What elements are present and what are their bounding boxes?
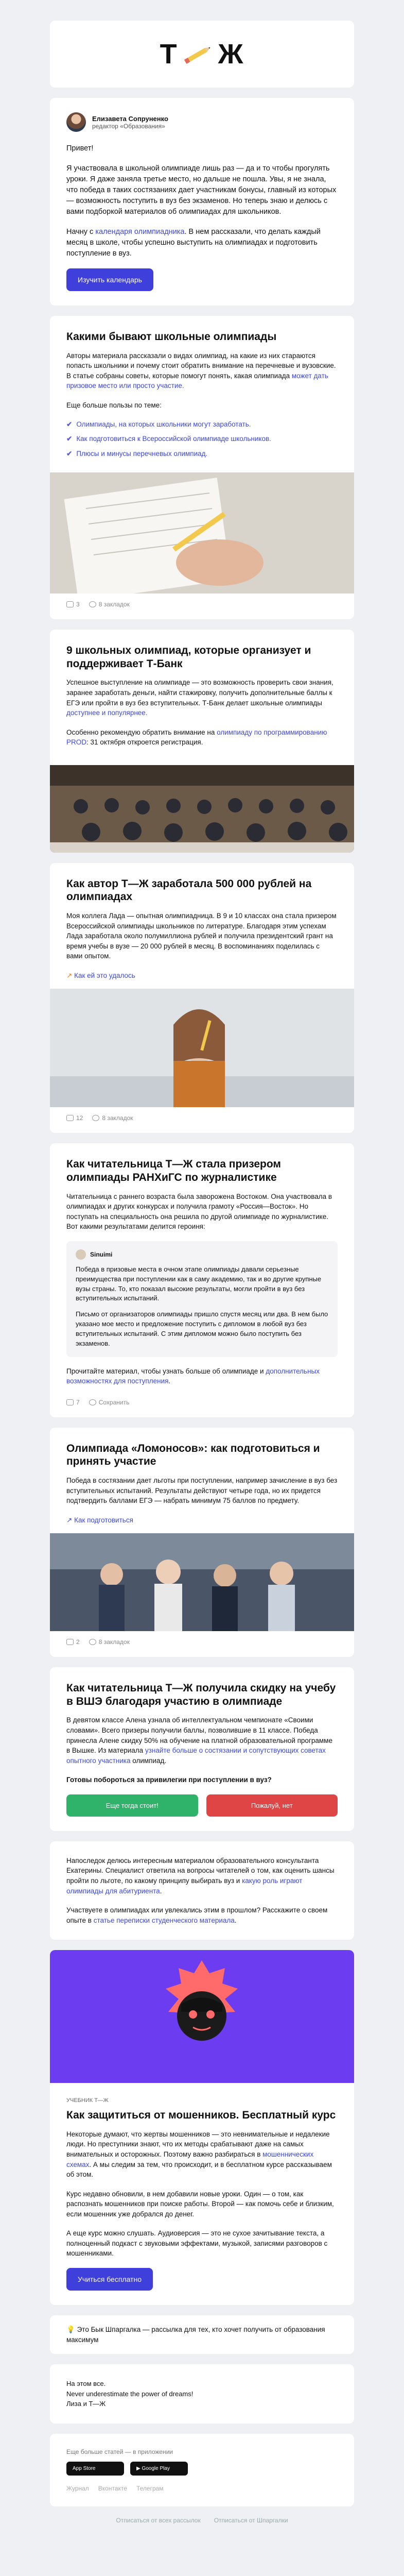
consultant-link[interactable]: какую роль играют олимпиады для абитуриента — [66, 1876, 303, 1895]
comments-count[interactable]: 12 — [66, 1114, 83, 1122]
article-link[interactable]: Как подготовиться — [74, 1516, 133, 1524]
course-paragraph: Курс недавно обновили, в нем добавили новые уроки. Один — о том, как распознать мошенников при поиске работы. Второй — как помочь себе и близким, если мошенник уже добрался до денег. — [66, 2190, 334, 2218]
app-promo: Еще больше статей — в приложении — [66, 2448, 173, 2455]
author-role: редактор «Образования» — [92, 122, 165, 130]
course-paragraph: А еще курс можно слушать. Аудиоверсия — это не сухое зачитывание текста, а полноценный подкаст с звуковыми эффектами, музыкой, записями разговоров с мошенниками. — [66, 2229, 328, 2258]
article-card-hse-discount — [50, 1667, 354, 1831]
article-card-tbank-olympiads — [50, 630, 354, 853]
bookmark-icon — [89, 601, 96, 607]
info-icon: 💡 — [66, 2326, 75, 2333]
article-title[interactable]: Какими бывают школьные олимпиады — [66, 331, 277, 343]
logo-card — [50, 21, 354, 88]
tj-logo[interactable] — [160, 38, 244, 70]
bookmark-icon — [89, 1399, 96, 1405]
author-block — [66, 112, 338, 132]
list-item[interactable]: ✔ Олимпиады, на которых школьники могут заработать. — [66, 420, 338, 430]
course-title[interactable]: Как защититься от мошенников. Бесплатный курс — [66, 2109, 336, 2122]
article-title[interactable]: Как читательница Т—Ж получила скидку на учебу в ВШЭ благодаря участию в олимпиаде — [66, 1682, 336, 1707]
logo-letter-t: Т — [160, 39, 178, 70]
intro-paragraph: Я участвовала в школьной олимпиаде лишь раз — да и то чтобы прогулять уроки. Я даже заняла третье место, но дальше не пошла. Увы, я не знала, что победа в таких состязаниях дает участникам бонусы, главный из которых — возможность поступить в вуз без экзаменов. Но теперь знаю и делюсь с вами подборкой материалов об олимпиадах для школьников. — [66, 164, 337, 216]
bookmarks[interactable]: 8 закладок — [92, 1114, 133, 1122]
article-link-row — [66, 971, 338, 981]
article-body: Читательница с раннего возраста была заворожена Востоком. Она участвовала в олимпиадах и других конкурсах и получила грамоту «Россия—Восток». Но поступать на специальность она решила по другой олимпиаде по журналистике. Вот какими результатами делится героиня: — [66, 1192, 332, 1231]
article-link-row — [66, 1515, 338, 1526]
course-tag: УЧЕБНИК Т—Ж — [66, 2097, 109, 2104]
article-body: Успешное выступление на олимпиаде — это возможность проверить свои знания, заранее заработать деньги, найти стажировку, получить дополнительные баллы к ЕГЭ или пройти в вуз без вступительных. Т-Банк делает школьные олимпиады доступнее и популярнее. — [66, 679, 333, 717]
check-icon: ✔ — [66, 435, 73, 443]
article-link[interactable]: может дать призовое место или просто участие. — [66, 371, 328, 390]
article-body: Победа в состязании дает льготы при поступлении, например зачисление в вуз без вступительных испытаний. Результаты действуют четыре года, но их придется подтвердить баллами ЕГЭ — набрать минимум 75 баллов по предмету. — [66, 1476, 338, 1505]
prod-olympiad-link[interactable]: олимпиаду по программированию PROD — [66, 728, 327, 747]
comment-icon — [66, 1639, 74, 1645]
article-card-lomonosov — [50, 1428, 354, 1657]
newsletter-about-card — [50, 2315, 354, 2354]
closing-paragraph: Участвуете в олимпиадах или увлекались этим в прошлом? Расскажите о своем опыте в статье переписки студенческого материала. — [66, 1906, 328, 1924]
course-card — [50, 1950, 354, 2305]
fraud-schemes-link[interactable]: мошеннических схемах — [66, 2150, 314, 2168]
comments-count[interactable]: 7 — [66, 1399, 80, 1406]
closing-notes-card — [50, 1841, 354, 1940]
quote-author: Sinuimi — [76, 1249, 328, 1260]
article-meta — [50, 1399, 354, 1417]
closing-paragraph: Напоследок делюсь интересным материалом образовательного консультанта Екатерины. Специалист ответила на вопросы читателей о том, как оценить шансы пройти по льготе, по какому принципу выбирать вуз и какую роль играют олимпиады для абитуриента. — [66, 1856, 335, 1895]
check-icon: ✔ — [66, 420, 73, 428]
article-body: Авторы материала рассказали о видах олимпиад, на какие из них стараются попасть школьники и почему стоит обратить внимание на перечневые и вузовские. В статье собраны советы, которые помогут понять, какая олимпиада может дать призовое место или просто участие. — [66, 351, 336, 390]
exam-writing-image[interactable] — [50, 472, 354, 594]
article-card-earned-500k — [50, 863, 354, 1133]
article-outro: Прочитайте материал, чтобы узнать больше об олимпиаде и дополнительных возможностях для поступления. — [66, 1367, 320, 1385]
comment-icon — [66, 601, 74, 607]
footer-card — [50, 2434, 354, 2506]
arrow-icon: ↗ — [66, 971, 73, 979]
article-card-ranepa — [50, 1143, 354, 1417]
article-link[interactable]: доступнее и популярнее. — [66, 709, 148, 717]
article-body: В девятом классе Алена узнала об интеллектуальном чемпионате «Своими словами». Всего призеры получили баллы, позволившие в 11 классе. Победа принесла Алене скидку 50% на обучение на платной образовательной программе в Вышке. Из материала узнайте больше о состязании и сопутствующих советах опытного участника олимпиад. — [66, 1716, 332, 1765]
article-body: Моя коллега Лада — опытная олимпиадница. В 9 и 10 классах она стала призером Всероссийской олимпиады школьников по литературе. Благодаря этим успехам Лада заработала около полумиллиона рублей и получила президентский грант на время учебы в вузе — 20 000 рублей в месяц. В воспоминаниях поделилась с вами опытом. — [66, 912, 337, 960]
social-telegram[interactable]: Телеграм — [136, 2484, 164, 2492]
comment-icon — [66, 1115, 74, 1121]
unsubscribe-all-link[interactable]: Отписаться от всех рассылок — [116, 2516, 201, 2524]
list-item[interactable]: ✔ Плюсы и минусы перечневых олимпиад. — [66, 449, 338, 459]
avatar — [76, 1249, 86, 1260]
intro-card — [50, 98, 354, 306]
article-title[interactable]: Как автор Т—Ж заработала 500 000 рублей на олимпиадах — [66, 877, 312, 903]
signoff-card — [50, 2364, 354, 2424]
article-title[interactable]: Олимпиада «Ломоносов»: как подготовиться и принять участие — [66, 1442, 320, 1468]
article-meta — [50, 1107, 354, 1133]
arrow-icon: ↗ — [66, 1516, 73, 1524]
list-item[interactable]: ✔ Как подготовиться к Всероссийской олимпиаде школьников. — [66, 434, 338, 444]
more-heading: Еще больше пользы по теме: — [66, 401, 162, 409]
author-name: Елизавета Сопруненко — [92, 114, 168, 123]
comment-icon — [66, 1399, 74, 1405]
newsletter-about: 💡 Это Бык Шпаргалка — рассылка для тех, кто хочет получить от образования максимум — [66, 2326, 325, 2344]
article-meta — [50, 1631, 354, 1657]
comments-count[interactable]: 2 — [66, 1638, 80, 1646]
signoff: Ha этом все. Never underestimate the power of dreams! Лиза и Т—Ж — [66, 2380, 194, 2408]
students-image[interactable] — [50, 1533, 354, 1631]
greeting: Привет! — [66, 144, 94, 152]
bookmark-icon — [92, 1115, 99, 1121]
poll-question: Готовы побороться за привилегии при поступлении в вуз? — [66, 1776, 272, 1784]
study-calendar-button[interactable]: Изучить календарь — [66, 268, 153, 291]
calendar-link[interactable]: календаря олимпиадника — [95, 228, 185, 236]
social-links — [66, 2485, 338, 2492]
social-journal[interactable]: Журнал — [66, 2484, 89, 2492]
store-badges — [66, 2462, 338, 2476]
unsubscribe-links — [50, 2517, 354, 2524]
article-link[interactable]: дополнительных возможностях для поступления — [66, 1367, 320, 1385]
article-card-olympiad-types — [50, 316, 354, 619]
article-note: Особенно рекомендую обратить внимание на олимпиаду по программированию PROD: 31 октября откроется регистрация. — [66, 728, 327, 747]
girl-with-pencil-image[interactable] — [50, 989, 354, 1107]
googleplay-button[interactable]: ▶ Google Play — [130, 2462, 188, 2476]
fraud-course-illustration[interactable] — [50, 1950, 354, 2083]
article-title[interactable]: Как читательница Т—Ж стала призером олимпиады РАНХиГС по журналистике — [66, 1158, 281, 1184]
intro-paragraph-2: Начну с календаря олимпиадника. В нем рассказали, что делать каждый месяц в школе, чтобы успешно выступить на олимпиадах и подготовить поступление в вуз. — [66, 228, 321, 258]
poll-no-button[interactable]: Пожалуй, нет — [206, 1794, 338, 1817]
appstore-button[interactable]: App Store — [66, 2462, 124, 2476]
pen-icon — [181, 44, 215, 64]
avatar — [66, 112, 86, 132]
course-paragraph: Некоторые думают, что жертвы мошенников — это невнимательные и недалекие люди. Но преступники знают, что их методы срабатывают даже на самых внимательных и осторожных. Поэтому важно разбираться в мошеннических схемах. А мы следим за тем, что происходит, и в бесплатном курсе рассказываем об этом. — [66, 2130, 332, 2179]
quote-paragraph: Письмо от организаторов олимпиады пришло спустя месяц или два. В нем было указано мое место и предложение поступить с дипломом в любой вуз без вступительных испытаний. С этим дипломом можно было поступить без экзаменов. — [76, 1310, 328, 1347]
check-icon: ✔ — [66, 450, 73, 458]
unsubscribe-newsletter-link[interactable]: Отписаться от Шпаргалки — [214, 2516, 288, 2524]
save-bookmark[interactable]: Сохранить — [89, 1399, 130, 1406]
article-meta — [50, 594, 354, 619]
bookmarks[interactable]: 8 закладок — [89, 601, 130, 608]
reader-quote — [66, 1241, 338, 1357]
poll-yes-button[interactable]: Еще тогда стоит! — [66, 1794, 198, 1817]
auditorium-image[interactable] — [50, 765, 354, 853]
logo-letter-zh: Ж — [218, 39, 244, 70]
article-link[interactable]: узнайте больше о состязании и сопутствующих советах опытного участника — [66, 1747, 326, 1765]
article-link[interactable]: Как ей это удалось — [74, 971, 135, 979]
study-free-button[interactable]: Учиться бесплатно — [66, 2268, 153, 2291]
comments-count[interactable]: 3 — [66, 601, 80, 608]
article-title[interactable]: 9 школьных олимпиад, которые организует и поддерживает Т-Банк — [66, 645, 311, 670]
social-vk[interactable]: Вконтакте — [98, 2484, 127, 2492]
share-link[interactable]: статье переписки студенческого материала — [93, 1916, 235, 1924]
bookmarks[interactable]: 8 закладок — [89, 1638, 130, 1646]
bookmark-icon — [89, 1639, 96, 1645]
related-list — [66, 420, 338, 460]
poll — [66, 1794, 338, 1817]
quote-paragraph: Победа в призовые места в очном этапе олимпиады давали серьезные преимущества при поступлении как в саму академию, так и во другие крупные вузы страны. То, кто показал высокие результаты, могли пройти в вуз без вступительных испытаний. — [76, 1265, 322, 1302]
